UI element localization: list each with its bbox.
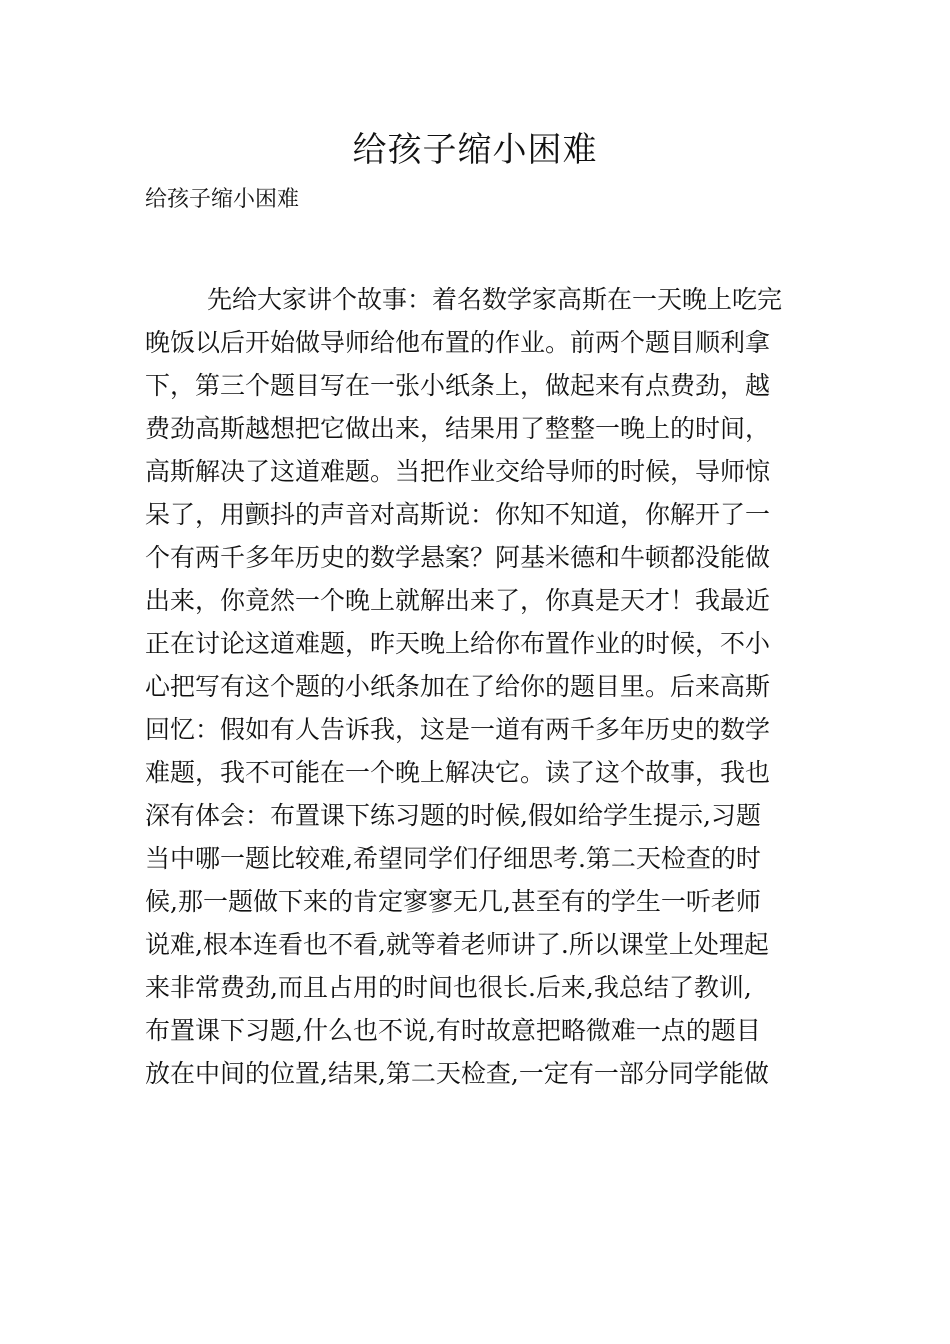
body-line: 心把写有这个题的小纸条加在了给你的题目里。后来高斯 (145, 672, 771, 701)
body-line: 深有体会：布置课下练习题的时候,假如给学生提示,习题 (145, 801, 761, 830)
body-line: 先给大家讲个故事：着名数学家高斯在一天晚上吃完 (207, 285, 783, 314)
page-title: 给孩子缩小困难 (352, 130, 598, 170)
body-line: 出来，你竟然一个晚上就解出来了，你真是天才！我最近 (145, 586, 771, 615)
document-subtitle: 给孩子缩小困难 (145, 187, 300, 212)
body-line: 来非常费劲,而且占用的时间也很长.后来,我总结了教训, (145, 973, 752, 1002)
body-line: 布置课下习题,什么也不说,有时故意把略微难一点的题目 (145, 1016, 761, 1045)
body-line: 难题，我不可能在一个晚上解决它。读了这个故事，我也 (145, 758, 771, 787)
body-line: 个有两千多年历史的数学悬案？阿基米德和牛顿都没能做 (145, 543, 771, 572)
body-line: 放在中间的位置,结果,第二天检查,一定有一部分同学能做 (145, 1059, 769, 1088)
body-paragraph (145, 278, 807, 1095)
body-line: 回忆：假如有人告诉我，这是一道有两千多年历史的数学 (145, 715, 771, 744)
body-line: 下，第三个题目写在一张小纸条上，做起来有点费劲，越 (145, 371, 771, 400)
body-line: 当中哪一题比较难,希望同学们仔细思考.第二天检查的时 (145, 844, 761, 873)
body-line: 候,那一题做下来的肯定寥寥无几,甚至有的学生一听老师 (145, 887, 761, 916)
body-line: 晚饭以后开始做导师给他布置的作业。前两个题目顺利拿 (145, 328, 771, 357)
body-line: 费劲高斯越想把它做出来，结果用了整整一晚上的时间， (145, 414, 771, 443)
body-line: 正在讨论这道难题，昨天晚上给你布置作业的时候，不小 (145, 629, 771, 658)
body-line: 呆了，用颤抖的声音对高斯说：你知不知道，你解开了一 (145, 500, 771, 529)
body-line: 高斯解决了这道难题。当把作业交给导师的时候，导师惊 (145, 457, 771, 486)
body-line: 说难,根本连看也不看,就等着老师讲了.所以课堂上处理起 (145, 930, 769, 959)
